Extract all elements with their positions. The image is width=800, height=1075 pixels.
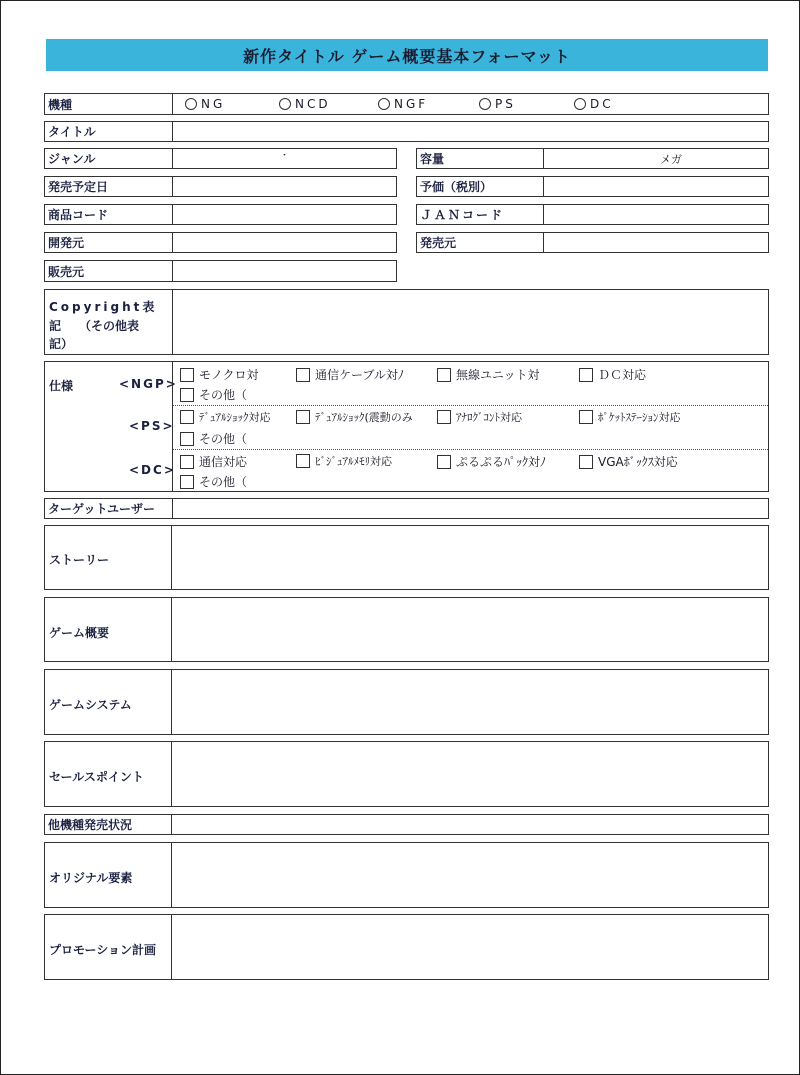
genre-input[interactable] — [172, 148, 397, 169]
spec-divider — [173, 449, 768, 450]
story-box — [44, 525, 769, 590]
original-elements-box — [44, 842, 769, 908]
publisher-input[interactable] — [543, 232, 769, 253]
dc-other-checkbox[interactable]: その他（ — [180, 473, 247, 490]
promotion-plan-label: プロモーション計画 — [49, 943, 157, 957]
ngp-monochrome-checkbox[interactable]: モノクロ対 — [180, 366, 259, 383]
dc-vga-checkbox[interactable]: VGAﾎﾞｯｸｽ対応 — [579, 453, 678, 470]
ps-other-checkbox[interactable]: その他（ — [180, 430, 247, 447]
checkbox-icon — [180, 368, 194, 382]
selling-points-input[interactable] — [172, 742, 768, 806]
radio-circle-icon — [185, 98, 197, 110]
game-system-box — [44, 669, 769, 735]
story-label: ストーリー — [49, 553, 110, 567]
game-overview-input[interactable] — [172, 598, 768, 661]
checkbox-icon — [180, 475, 194, 489]
genre-label: ジャンル — [44, 148, 172, 169]
capacity-unit: メガ — [660, 152, 682, 166]
developer-label: 開発元 — [44, 232, 172, 253]
game-overview-box — [44, 597, 769, 662]
spec-divider — [173, 405, 768, 406]
ngp-wireless-checkbox[interactable]: 無線ユニット対 — [437, 366, 540, 383]
genre-value: ･ — [282, 151, 287, 161]
distributor-label: 販売元 — [44, 260, 172, 282]
ngp-cable-checkbox[interactable]: 通信ケーブル対ﾉ — [296, 366, 404, 383]
other-platforms-label: 他機種発売状況 — [44, 814, 171, 835]
copyright-input[interactable] — [173, 290, 768, 354]
platform-label: 機種 — [44, 93, 172, 115]
copyright-label-line1: Copyright表 — [49, 300, 158, 314]
product-code-input[interactable] — [172, 204, 397, 225]
checkbox-icon — [579, 455, 593, 469]
checkbox-icon — [437, 455, 451, 469]
game-system-input[interactable] — [172, 670, 768, 734]
dc-vmu-checkbox[interactable]: ﾋﾞｼﾞｭｱﾙﾒﾓﾘ対応 — [296, 453, 392, 469]
ps-dualshock-vibration-checkbox[interactable]: ﾃﾞｭｱﾙｼｮｯｸ(震動のみ — [296, 409, 413, 425]
developer-input[interactable] — [172, 232, 397, 253]
checkbox-icon — [296, 410, 310, 424]
platform-radio-ncd[interactable]: NCD — [279, 94, 331, 114]
spec-ps-label: <PS> — [129, 419, 175, 433]
checkbox-icon — [180, 388, 194, 402]
form-title: 新作タイトル ゲーム概要基本フォーマット — [46, 39, 768, 71]
copyright-label-line2: 記 （その他表 — [49, 319, 140, 333]
platform-radio-ngf[interactable]: NGF — [378, 94, 428, 114]
ps-analog-checkbox[interactable]: ｱﾅﾛｸﾞｺﾝﾄ対応 — [437, 409, 522, 425]
release-date-label: 発売予定日 — [44, 176, 172, 197]
platform-radio-ps[interactable]: PS — [479, 94, 516, 114]
story-input[interactable] — [172, 526, 768, 589]
price-input[interactable] — [543, 176, 769, 197]
copyright-box — [44, 289, 769, 355]
copyright-label-line3: 記） — [49, 337, 74, 351]
dc-network-checkbox[interactable]: 通信対応 — [180, 453, 247, 470]
checkbox-icon — [579, 368, 593, 382]
game-overview-label: ゲーム概要 — [49, 626, 110, 640]
release-date-input[interactable] — [172, 176, 397, 197]
radio-circle-icon — [479, 98, 491, 110]
platform-radio-ng[interactable]: NG — [185, 94, 225, 114]
checkbox-icon — [579, 410, 593, 424]
target-user-input[interactable] — [172, 498, 769, 519]
promotion-plan-box — [44, 914, 769, 980]
checkbox-icon — [180, 410, 194, 424]
checkbox-icon — [296, 454, 310, 468]
spec-dc-label: <DC> — [129, 463, 176, 477]
capacity-label: 容量 — [416, 148, 543, 169]
original-elements-label: オリジナル要素 — [49, 871, 133, 885]
ngp-dc-checkbox[interactable]: ＤＣ対応 — [579, 366, 646, 383]
spec-label: 仕様 — [49, 379, 74, 393]
target-user-label: ターゲットユーザー — [44, 498, 172, 519]
jan-code-input[interactable] — [543, 204, 769, 225]
price-label: 予価（税別） — [416, 176, 543, 197]
radio-circle-icon — [378, 98, 390, 110]
title-field-label: タイトル — [44, 121, 172, 142]
platform-options — [172, 93, 769, 115]
product-code-label: 商品コード — [44, 204, 172, 225]
distributor-input[interactable] — [172, 260, 397, 282]
platform-radio-dc[interactable]: DC — [574, 94, 614, 114]
checkbox-icon — [437, 368, 451, 382]
ps-pocketstation-checkbox[interactable]: ﾎﾟｹｯﾄｽﾃｰｼｮﾝ対応 — [579, 409, 681, 425]
ps-dualshock-checkbox[interactable]: ﾃﾞｭｱﾙｼｮｯｸ対応 — [180, 409, 271, 425]
spec-box — [44, 361, 769, 492]
selling-points-label: セールスポイント — [49, 770, 144, 784]
game-system-label: ゲームシステム — [49, 698, 132, 712]
checkbox-icon — [296, 368, 310, 382]
other-platforms-input[interactable] — [171, 814, 769, 835]
title-field-input[interactable] — [172, 121, 769, 142]
selling-points-box — [44, 741, 769, 807]
ngp-other-checkbox[interactable]: その他（ — [180, 386, 247, 403]
radio-circle-icon — [574, 98, 586, 110]
checkbox-icon — [180, 432, 194, 446]
publisher-label: 発売元 — [416, 232, 543, 253]
promotion-plan-input[interactable] — [172, 915, 768, 979]
dc-purupuru-checkbox[interactable]: ぷるぷるﾊﾟｯｸ対ﾉ — [437, 453, 546, 470]
capacity-input[interactable] — [543, 148, 769, 169]
spec-ngp-label: <NGP> — [119, 377, 178, 391]
original-elements-input[interactable] — [172, 843, 768, 907]
radio-circle-icon — [279, 98, 291, 110]
checkbox-icon — [180, 455, 194, 469]
checkbox-icon — [437, 410, 451, 424]
jan-code-label: ＪＡＮコード — [416, 204, 543, 225]
